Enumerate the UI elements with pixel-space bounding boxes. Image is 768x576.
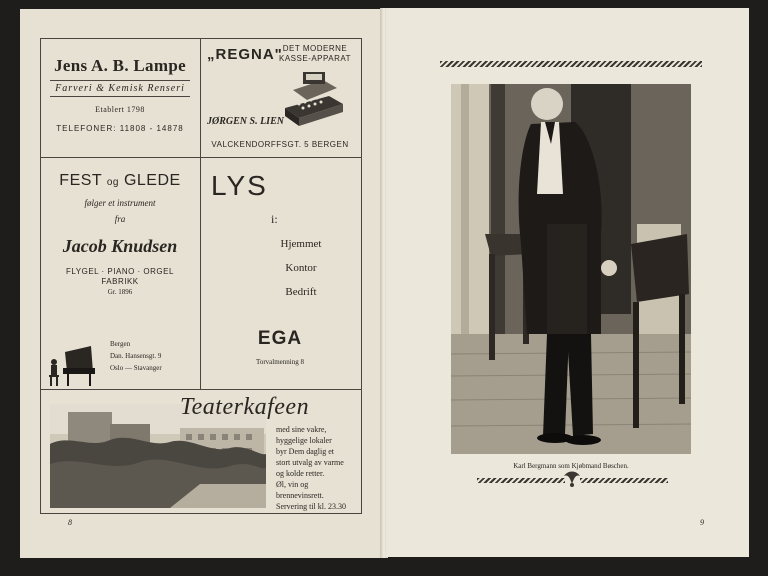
cafe-line-7: brennevinsrett. — [276, 491, 324, 500]
knudsen-line-1: følger et instrument — [84, 198, 156, 208]
regna-ad — [201, 40, 359, 156]
cafe-line-1: med sine vakre, — [276, 425, 327, 434]
cafe-line-2: hyggelige lokaler — [276, 436, 332, 445]
knudsen-signature: Jacob Knudsen — [62, 236, 178, 256]
left-page-number: 8 — [68, 518, 72, 527]
top-ornament-rule — [440, 61, 702, 67]
regna-tagline-2: KASSE-APPARAT — [279, 54, 351, 63]
lampe-ad — [41, 40, 199, 156]
regna-tagline-1: DET MODERNE — [282, 44, 348, 53]
knudsen-street: Dan. Hansensgt. 9 — [110, 352, 162, 360]
knudsen-cities: Oslo — Stavanger — [110, 364, 162, 372]
teaterkafeen-text — [276, 424, 346, 512]
cafe-line-4: stort utvalg av varme — [276, 458, 344, 467]
actor-photo-image — [451, 84, 691, 454]
regna-address: VALCKENDORFFSGT. 5 BERGEN — [211, 140, 349, 149]
cash-register-illustration — [279, 68, 345, 130]
knudsen-heading-fest: FEST — [59, 172, 102, 189]
lampe-established: Etablert 1798 — [95, 105, 145, 114]
teaterkafeen-title: Teaterkafeen — [180, 394, 310, 420]
lampe-phones: TELEFONER: 11808 - 14878 — [56, 124, 184, 133]
actor-photo — [451, 84, 691, 454]
cafe-line-6: Øl, vin og — [276, 480, 309, 489]
knudsen-heading-glede: GLEDE — [123, 172, 181, 189]
bottom-ornament-rule-left — [477, 478, 565, 483]
ega-heading: LYS — [211, 170, 268, 201]
knudsen-heading-og: og — [106, 177, 119, 188]
knudsen-city: Bergen — [110, 340, 131, 348]
knudsen-heading — [41, 172, 199, 190]
knudsen-line-2: fra — [114, 214, 126, 224]
cafe-line-8: Servering til kl. 23.30 — [276, 502, 346, 511]
ega-brand: EGA — [257, 328, 303, 349]
bottom-ornament-rule-right — [580, 478, 668, 483]
ega-item-3: Bedrift — [285, 286, 317, 298]
photo-caption: Karl Bergmann som Kjøbmand Bøschen. — [513, 462, 629, 470]
bottom-ornament-flourish — [562, 470, 582, 488]
ega-address: Torvalmenning 8 — [256, 358, 304, 366]
knudsen-founded: Gr. 1896 — [107, 288, 133, 296]
ega-ad — [201, 158, 359, 388]
ega-item-1: Hjemmet — [280, 238, 322, 250]
regna-company: JØRGEN S. LIEN — [207, 116, 284, 127]
right-page-number: 9 — [700, 518, 704, 527]
knudsen-products-1: FLYGEL · PIANO · ORGEL — [66, 267, 174, 276]
ega-colon: i: — [271, 212, 278, 226]
cafe-line-3: byr Dem daglig et — [276, 447, 334, 456]
regna-brand: „REGNA" — [207, 46, 283, 63]
piano-player-illustration — [45, 338, 99, 390]
lampe-subtitle: Farveri & Kemisk Renseri — [50, 80, 190, 97]
cafe-line-5: og kolde retter. — [276, 469, 325, 478]
ega-item-2: Kontor — [285, 262, 317, 274]
knudsen-address — [110, 338, 162, 374]
knudsen-products-2: FABRIKK — [101, 277, 139, 286]
lampe-title: Jens A. B. Lampe — [54, 56, 186, 75]
